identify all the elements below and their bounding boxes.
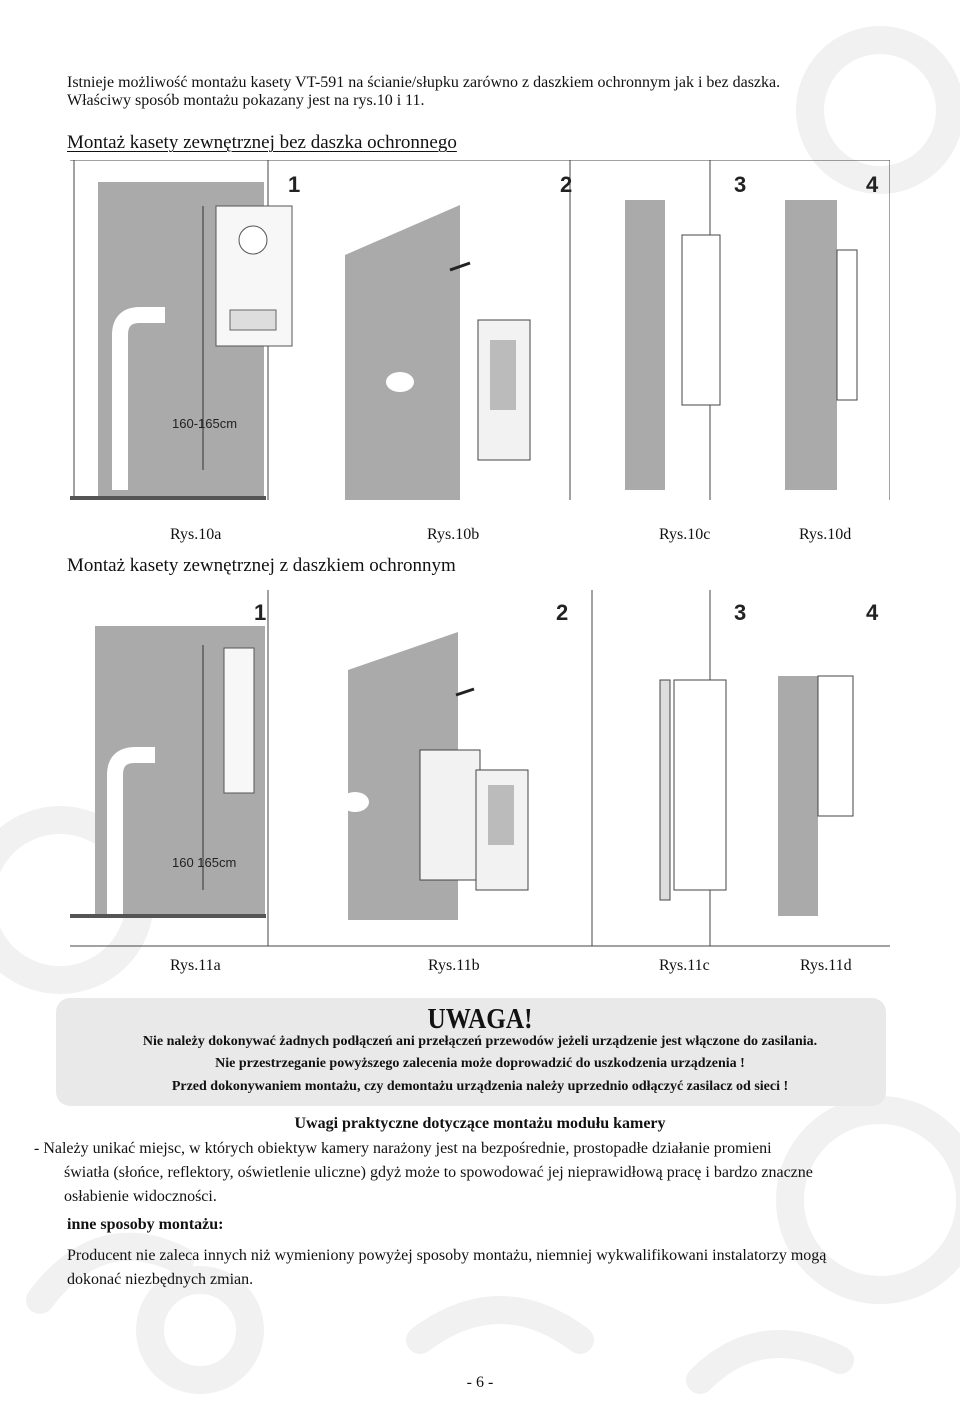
caption-rys11a: Rys.11a <box>170 957 221 974</box>
step-number-1: 1 <box>254 600 267 625</box>
caption-rys11b: Rys.11b <box>428 957 480 974</box>
caption-rys10c: Rys.10c <box>659 526 711 543</box>
caption-rys10b: Rys.10b <box>427 526 480 543</box>
caption-rys11d: Rys.11d <box>800 957 852 974</box>
warning-title: UWAGA! <box>427 1004 533 1035</box>
warning-line-1: Nie należy dokonywać żadnych podłączeń ani przełączeń przewodów jeżeli urządzenie jest włączone do zasilania. <box>142 1034 818 1049</box>
step-number-4: 4 <box>866 600 879 625</box>
other-methods-title: inne sposoby montażu: <box>67 1216 224 1233</box>
other-methods-line-1: Producent nie zaleca innych niż wymieniony powyżej sposoby montażu, niemniej wykwalifikowani instalatorzy mogą <box>67 1247 827 1264</box>
page-number: - 6 - <box>466 1374 494 1391</box>
figure-10-illustration <box>70 160 890 520</box>
intro-line-2: Właściwy sposób montażu pokazany jest na rys.10 i 11. <box>67 92 425 109</box>
intro-line-1: Istnieje możliwość montażu kasety VT-591 na ścianie/słupku zarówno z daszkiem ochronnym jak i bez daszka. <box>67 74 781 91</box>
caption-rys10d: Rys.10d <box>799 526 852 543</box>
step-number-2: 2 <box>556 600 569 625</box>
camera-notes-line-2: światła (słońce, reflektory, oświetlenie uliczne) gdyż może to spowodować jej nieprawidłową pracę i bardzo znaczne <box>64 1164 813 1181</box>
caption-rys11c: Rys.11c <box>659 957 710 974</box>
section1-heading: Montaż kasety zewnętrznej bez daszka ochronnego <box>67 132 457 153</box>
warning-line-2: Nie przestrzeganie powyższego zalecenia może doprowadzić do uszkodzenia urządzenia ! <box>215 1056 745 1071</box>
caption-rys10a: Rys.10a <box>170 526 222 543</box>
step-number-2: 2 <box>560 172 573 197</box>
step-number-1: 1 <box>288 172 301 197</box>
section2-heading: Montaż kasety zewnętrznej z daszkiem ochronnym <box>67 555 456 576</box>
other-methods-line-2: dokonać niezbędnych zmian. <box>67 1271 254 1288</box>
camera-notes-line-3: osłabienie widoczności. <box>64 1188 217 1205</box>
camera-notes-title: Uwagi praktyczne dotyczące montażu modułu kamery <box>294 1115 666 1132</box>
step-number-3: 3 <box>734 172 747 197</box>
figure-11-illustration <box>70 590 890 950</box>
step-number-3: 3 <box>734 600 747 625</box>
height-label-10: 160-165cm <box>172 416 238 431</box>
step-number-4: 4 <box>866 172 879 197</box>
warning-line-3: Przed dokonywaniem montażu, czy demontażu urządzenia należy uprzednio odłączyć zasilacz od sieci ! <box>171 1079 789 1094</box>
camera-notes-line-1: - Należy unikać miejsc, w których obiektyw kamery narażony jest na bezpośrednie, prostopadłe działanie promieni <box>34 1140 772 1157</box>
height-label-11: 160 165cm <box>172 855 237 870</box>
